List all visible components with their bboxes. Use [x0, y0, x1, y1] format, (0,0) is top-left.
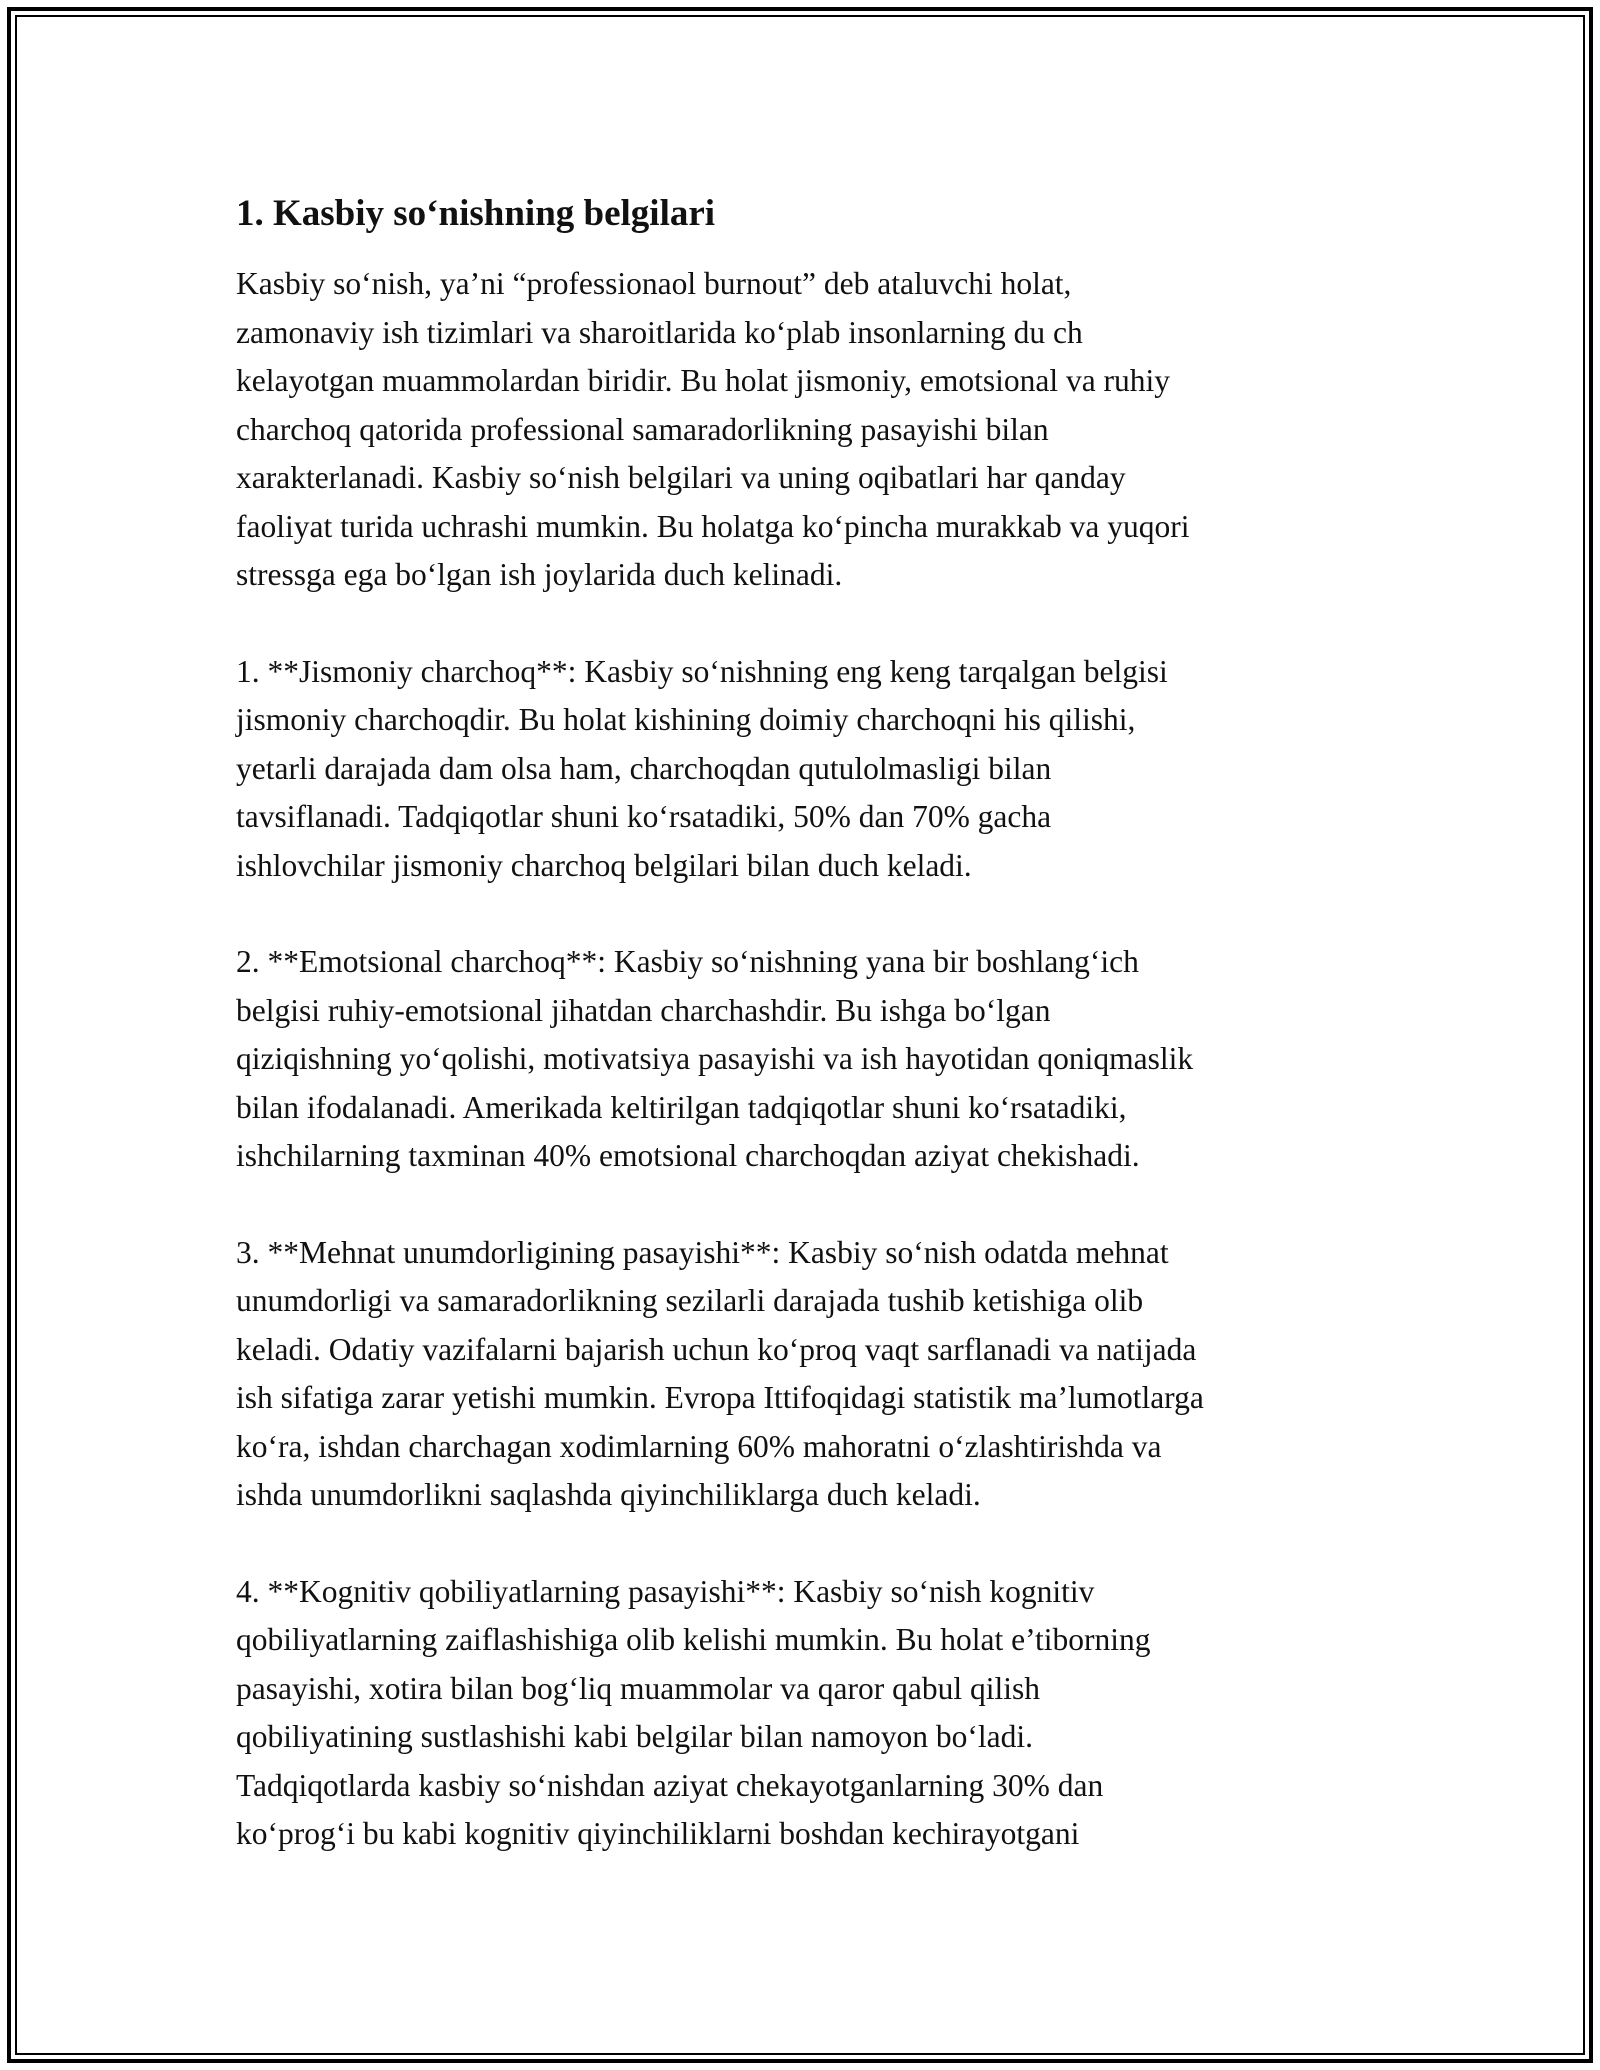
productivity-decline-paragraph — [236, 1229, 1366, 1520]
text-line: charchoq qatorida professional samaradorlikning pasayishi bilan — [236, 411, 1049, 447]
text-line: stressga ega bo‘lgan ish joylarida duch kelinadi. — [236, 557, 843, 592]
text-line: belgisi ruhiy-emotsional jihatdan charchashdir. Bu ishga bo‘lgan — [236, 992, 1051, 1028]
text-line: zamonaviy ish tizimlari va sharoitlarida ko‘plab insonlarning du ch — [236, 314, 1083, 350]
text-line: kelayotgan muammolardan biridir. Bu holat jismoniy, emotsional va ruhiy — [236, 363, 1171, 398]
text-line: qiziqishning yo‘qolishi, motivatsiya pasayishi va ish hayotidan qoniqmaslik — [236, 1041, 1194, 1076]
text-line: xarakterlanadi. Kasbiy so‘nish belgilari va uning oqibatlari har qanday — [236, 460, 1126, 495]
text-line: ish sifatiga zarar yetishi mumkin. Evropa Ittifoqidagi statistik ma’lumotlarga — [236, 1380, 1204, 1415]
text-line: ko‘prog‘i bu kabi kognitiv qiyinchiliklarni boshdan kechirayotgani — [236, 1816, 1080, 1851]
section-title: 1. Kasbiy so‘nishning belgilari — [236, 193, 716, 234]
text-line: keladi. Odatiy vazifalarni bajarish uchun ko‘proq vaqt sarflanadi va natijada — [236, 1331, 1197, 1367]
text-line: 2. **Emotsional charchoq**: Kasbiy so‘nishning yana bir boshlang‘ich — [236, 944, 1139, 979]
text-line: 3. **Mehnat unumdorligining pasayishi**: Kasbiy so‘nish odatda mehnat — [236, 1234, 1169, 1270]
emotional-fatigue-paragraph — [236, 938, 1366, 1181]
text-line: tavsiflanadi. Tadqiqotlar shuni ko‘rsatadiki, 50% dan 70% gacha — [236, 799, 1052, 834]
text-line: pasayishi, xotira bilan bog‘liq muammolar va qaror qabul qilish — [236, 1670, 1040, 1706]
text-line: jismoniy charchoqdir. Bu holat kishining doimiy charchoqni his qilishi, — [236, 702, 1136, 737]
cognitive-decline-paragraph — [236, 1568, 1366, 1859]
text-line: ishchilarning taxminan 40% emotsional charchoqdan aziyat chekishadi. — [236, 1138, 1140, 1173]
text-line: 4. **Kognitiv qobiliyatlarning pasayishi**: Kasbiy so‘nish kognitiv — [236, 1573, 1095, 1609]
text-line: unumdorligi va samaradorlikning sezilarli darajada tushib ketishiga olib — [236, 1283, 1144, 1318]
text-line: qobiliyatining sustlashishi kabi belgilar bilan namoyon bo‘ladi. — [236, 1719, 1034, 1754]
text-line: Kasbiy so‘nish, ya’ni “professionaol burnout” deb ataluvchi holat, — [236, 266, 1072, 301]
text-line: qobiliyatlarning zaiflashishiga olib kelishi mumkin. Bu holat e’tiborning — [236, 1622, 1151, 1657]
intro-paragraph — [236, 260, 1366, 600]
physical-fatigue-paragraph — [236, 648, 1366, 891]
text-line: yetarli darajada dam olsa ham, charchoqdan qutulolmasligi bilan — [236, 750, 1052, 786]
text-line: 1. **Jismoniy charchoq**: Kasbiy so‘nishning eng keng tarqalgan belgisi — [236, 653, 1168, 689]
text-line: Tadqiqotlarda kasbiy so‘nishdan aziyat chekayotganlarning 30% dan — [236, 1767, 1104, 1803]
text-line: ishlovchilar jismoniy charchoq belgilari bilan duch keladi. — [236, 847, 972, 883]
text-line: ko‘ra, ishdan charchagan xodimlarning 60% mahoratni o‘zlashtirishda va — [236, 1428, 1162, 1464]
text-line: bilan ifodalanadi. Amerikada keltirilgan tadqiqotlar shuni ko‘rsatadiki, — [236, 1089, 1127, 1125]
document-body — [236, 188, 1366, 1907]
text-line: ishda unumdorlikni saqlashda qiyinchiliklarga duch keladi. — [236, 1477, 981, 1512]
text-line: faoliyat turida uchrashi mumkin. Bu holatga ko‘pincha murakkab va yuqori — [236, 508, 1190, 544]
